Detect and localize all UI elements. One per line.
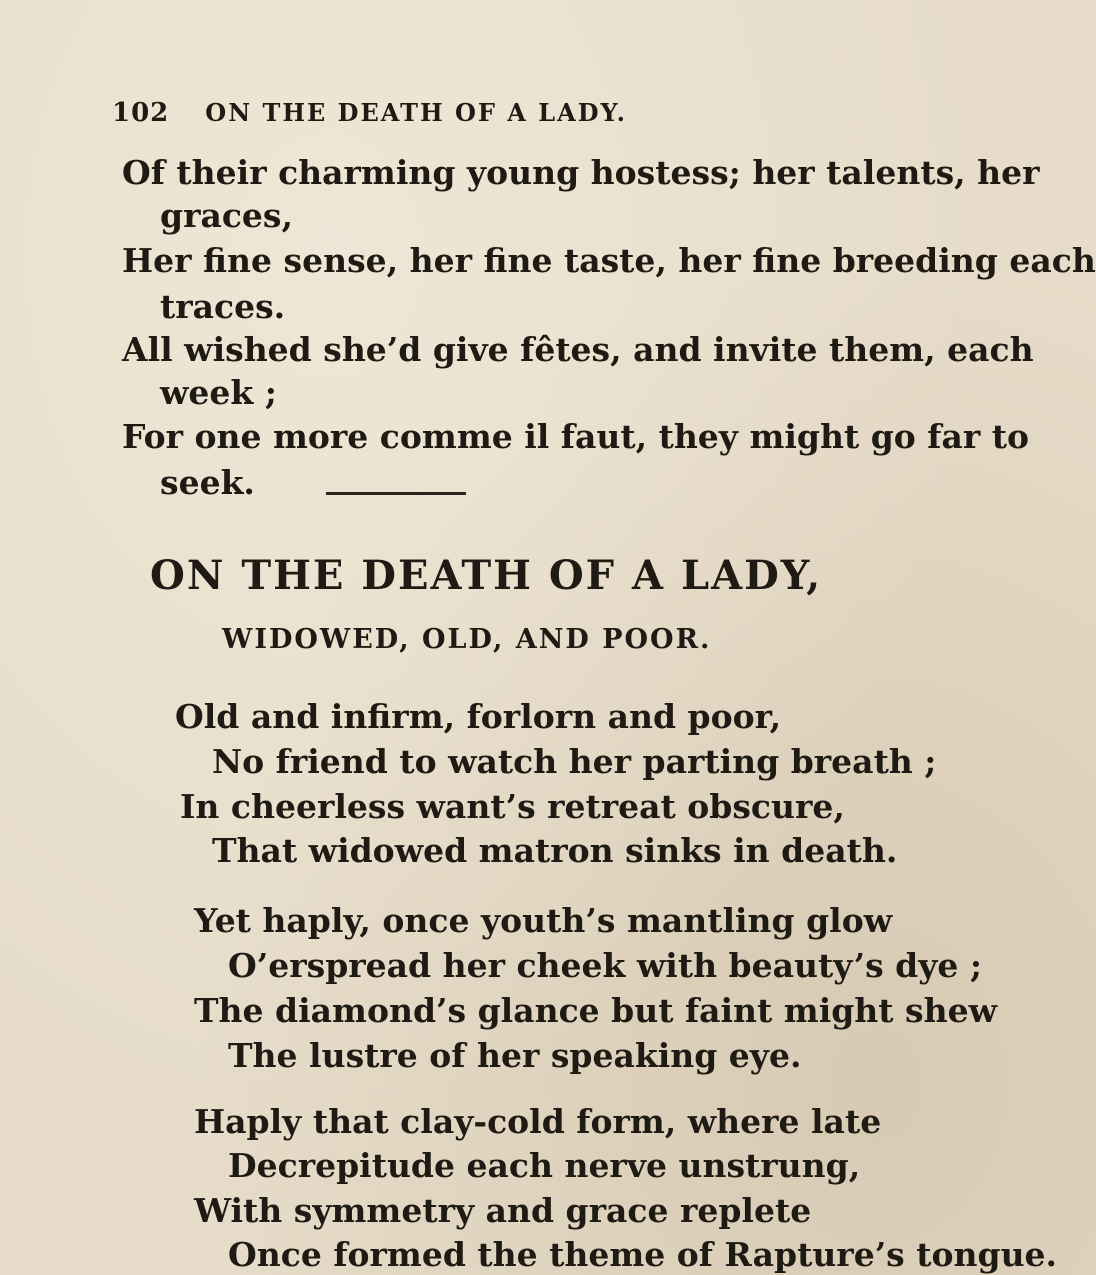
verse-line: Haply that clay-cold form, where late [194,1102,882,1141]
poem-subtitle: WIDOWED, OLD, AND POOR. [222,624,712,655]
verse-line: Of their charming young hostess; her talents, her [122,153,1040,192]
verse-line: All wished she’d give fêtes, and invite them, each [122,330,1034,369]
verse-line: The diamond’s glance but faint might shew [194,991,998,1030]
running-head-title: ON THE DEATH OF A LADY. [205,98,627,127]
verse-line: Yet haply, once youth’s mantling glow [194,901,893,940]
verse-line: O’erspread her cheek with beauty’s dye ; [228,946,983,985]
verse-line: Her fine sense, her fine taste, her fine breeding each [122,241,1096,280]
running-head [112,98,732,128]
verse-line: week ; [160,373,277,412]
section-divider [326,492,466,495]
verse-line: The lustre of her speaking eye. [228,1036,802,1075]
verse-line: No friend to watch her parting breath ; [212,742,937,781]
verse-line: In cheerless want’s retreat obscure, [180,787,845,826]
verse-line: That widowed matron sinks in death. [212,831,898,870]
verse-line: With symmetry and grace replete [194,1191,812,1230]
page-number: 102 [112,98,170,128]
poem-title: ON THE DEATH OF A LADY, [150,552,823,599]
verse-line: seek. [160,463,255,502]
verse-line: traces. [160,287,286,326]
verse-line: Once formed the theme of Rapture’s tongue. [228,1235,1058,1274]
verse-line: For one more comme il faut, they might go far to [122,417,1030,456]
verse-line: Old and infirm, forlorn and poor, [175,697,782,736]
verse-line: Decrepitude each nerve unstrung, [228,1146,861,1185]
verse-line: graces, [160,196,293,235]
